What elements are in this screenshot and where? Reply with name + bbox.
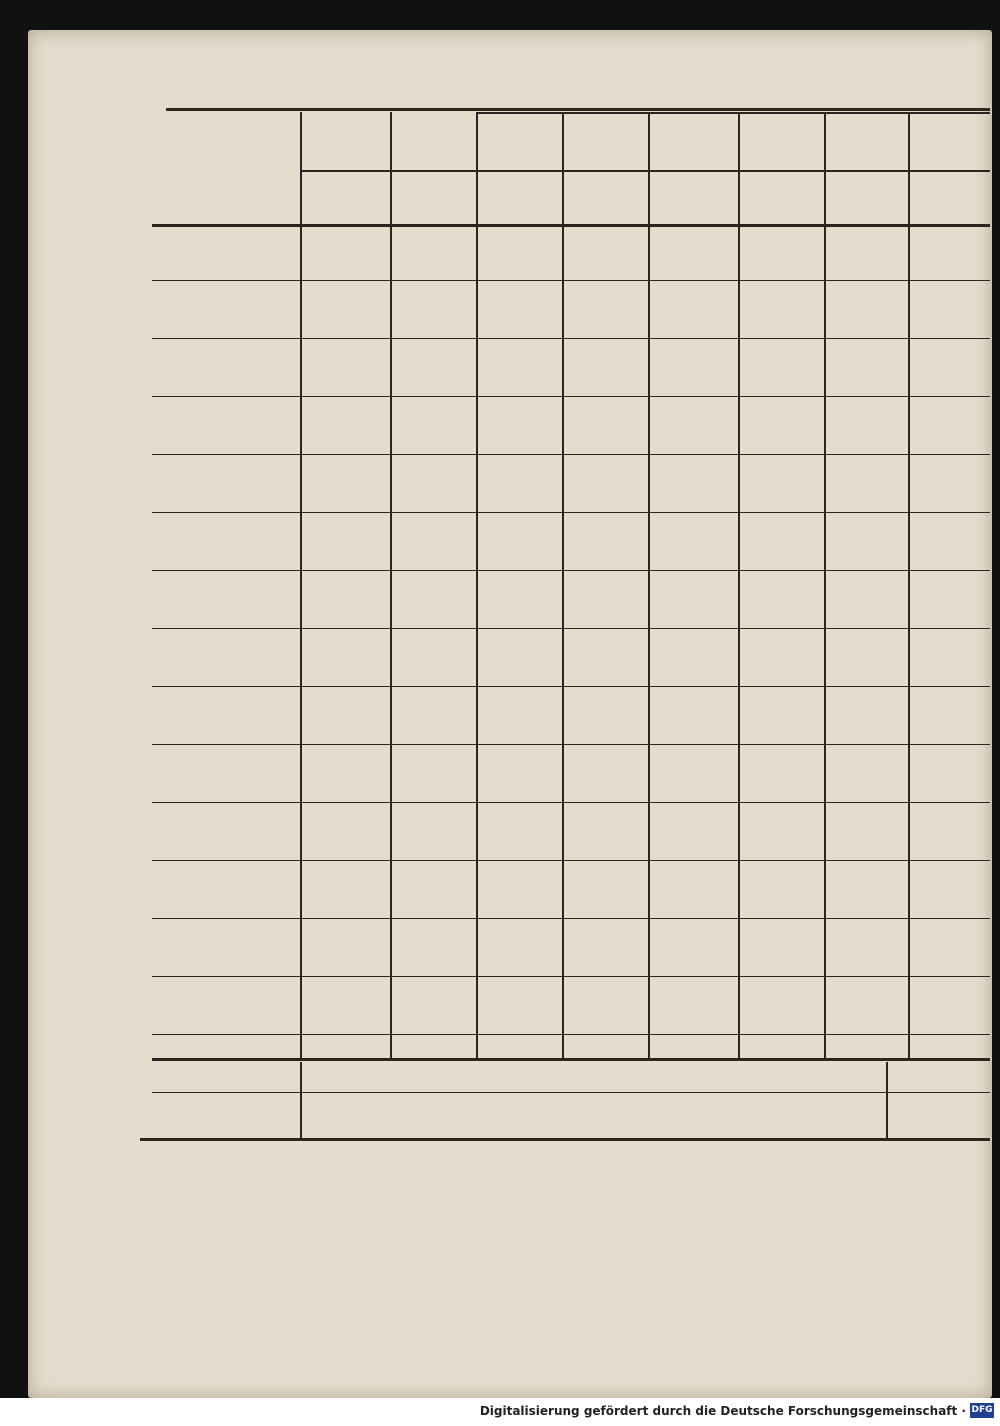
header-top-rule-2 [476, 112, 990, 114]
lat-rule-right [886, 1062, 888, 1140]
column-rule-8 [908, 112, 910, 1058]
column-rule-5 [648, 112, 650, 1058]
pair-rule-4 [152, 454, 990, 456]
pair-rule-2 [152, 338, 990, 340]
lat-rule-left [300, 1062, 302, 1140]
pair-rule-6 [152, 570, 990, 572]
pair-rule-14 [152, 1034, 990, 1036]
column-rule-1 [300, 112, 302, 1058]
pair-rule-7 [152, 628, 990, 630]
column-rule-7 [824, 112, 826, 1058]
footer-bar [0, 1398, 1000, 1426]
column-rule-3 [476, 112, 478, 1058]
pair-rule-10 [152, 802, 990, 804]
pair-rule-9 [152, 744, 990, 746]
pair-rule-13 [152, 976, 990, 978]
pair-rule-1 [152, 280, 990, 282]
footer-credit: Digitalisierung gefördert durch die Deutsche Forschungsgemeinschaft · [479, 1404, 966, 1418]
column-rule-6 [738, 112, 740, 1058]
pair-rule-11 [152, 860, 990, 862]
pair-rule-15 [152, 1092, 990, 1094]
latitude-bottom-rule [140, 1138, 990, 1141]
pair-rule-8 [152, 686, 990, 688]
pair-rule-12 [152, 918, 990, 920]
header-top-rule [166, 108, 990, 111]
latitude-top-rule [152, 1058, 990, 1061]
dfg-logo: DFG [970, 1403, 994, 1418]
pair-rule-5 [152, 512, 990, 514]
almanac-page [28, 30, 992, 1398]
header-bottom-rule [152, 224, 990, 227]
column-rule-2 [390, 112, 392, 1058]
pair-rule-3 [152, 396, 990, 398]
column-rule-4 [562, 112, 564, 1058]
header-symbol-rule [300, 170, 990, 172]
